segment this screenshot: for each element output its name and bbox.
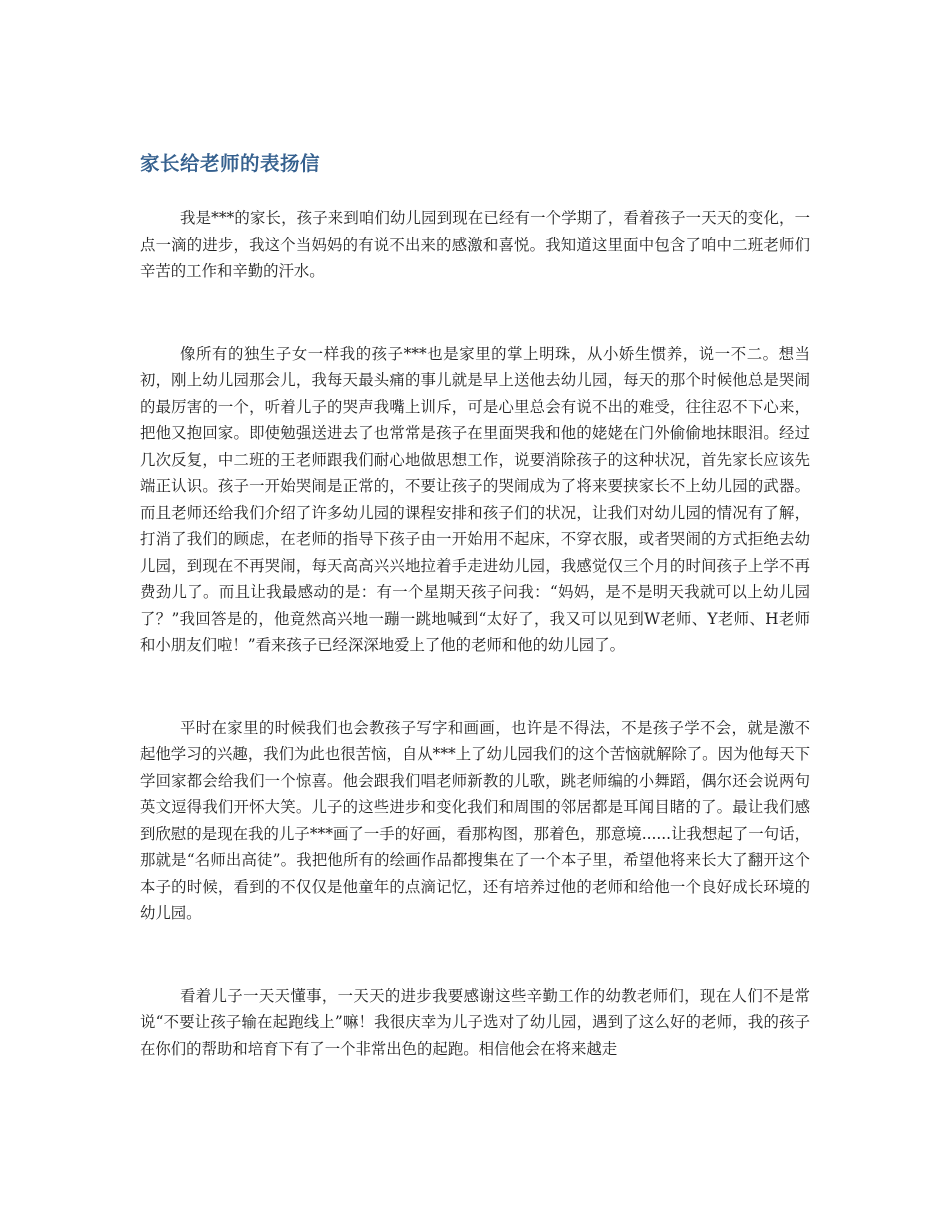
- paragraph-4: 看着儿子一天天懂事，一天天的进步我要感谢这些辛勤工作的幼教老师们，现在人们不是常说“不要让孩子输在起跑线上”嘛！我很庆幸为儿子选对了幼儿园，遇到了这么好的老师，我的孩子在你们的帮助和培育下有了一个非常出色的起跑。相信他会在将来越走: [140, 986, 810, 1058]
- paragraph-3: 平时在家里的时候我们也会教孩子写字和画画，也许是不得法，不是孩子学不会，就是激不起他学习的兴趣，我们为此也很苦恼，自从***上了幼儿园我们的这个苦恼就解除了。因为他每天下学回家都会给我们一个惊喜。他会跟我们唱老师新教的儿歌，跳老师编的小舞蹈，偶尔还会说两句英文逗得我们开怀大笑。儿子的这些进步和变化我们和周围的邻居都是耳闻目睹的了。最让我们感到欣慰的是现在我的儿子***画了一手的好画，看那构图，那着色，那意境......让我想起了一句话，那就是“名师出高徒”。我把他所有的绘画作品都搜集在了一个本子里，希望他将来长大了翻开这个本子的时候，看到的不仅仅是他童年的点滴记忆，还有培养过他的老师和给他一个良好成长环境的幼儿园。: [140, 718, 810, 922]
- document-title: 家长给老师的表扬信: [140, 152, 321, 175]
- paragraph-1: 我是***的家长，孩子来到咱们幼儿园到现在已经有一个学期了，看着孩子一天天的变化，一点一滴的进步，我这个当妈妈的有说不出来的感激和喜悦。我知道这里面中包含了咱中二班老师们辛苦的工作和辛勤的汗水。: [140, 209, 810, 280]
- letter-body: [140, 205, 810, 1118]
- paragraph-2: 像所有的独生子女一样我的孩子***也是家里的掌上明珠，从小娇生惯养，说一不二。想当初，刚上幼儿园那会儿，我每天最头痛的事儿就是早上送他去幼儿园，每天的那个时候他总是哭闹的最厉害的一个，听着儿子的哭声我嘴上训斥，可是心里总会有说不出的难受，往往忍不下心来，把他又抱回家。即使勉强送进去了也常常是孩子在里面哭我和他的姥姥在门外偷偷地抹眼泪。经过几次反复，中二班的王老师跟我们耐心地做思想工作，说要消除孩子的这种状况，首先家长应该先端正认识。孩子一开始哭闹是正常的，不要让孩子的哭闹成为了将来要挟家长不上幼儿园的武器。而且老师还给我们介绍了许多幼儿园的课程安排和孩子们的状况，让我们对幼儿园的情况有了解，打消了我们的顾虑，在老师的指导下孩子由一开始用不起床，不穿衣服，或者哭闹的方式拒绝去幼儿园，到现在不再哭闹，每天高高兴兴地拉着手走进幼儿园，我感觉仅三个月的时间孩子上学不再费劲儿了。而且让我最感动的是：有一个星期天孩子问我：“妈妈，是不是明天我就可以上幼儿园了？”我回答是的，他竟然高兴地一蹦一跳地喊到“太好了，我又可以见到W老师、Y老师、H老师和小朋友们啦！”看来孩子已经深深地爱上了他的老师和他的幼儿园了。: [140, 344, 810, 654]
